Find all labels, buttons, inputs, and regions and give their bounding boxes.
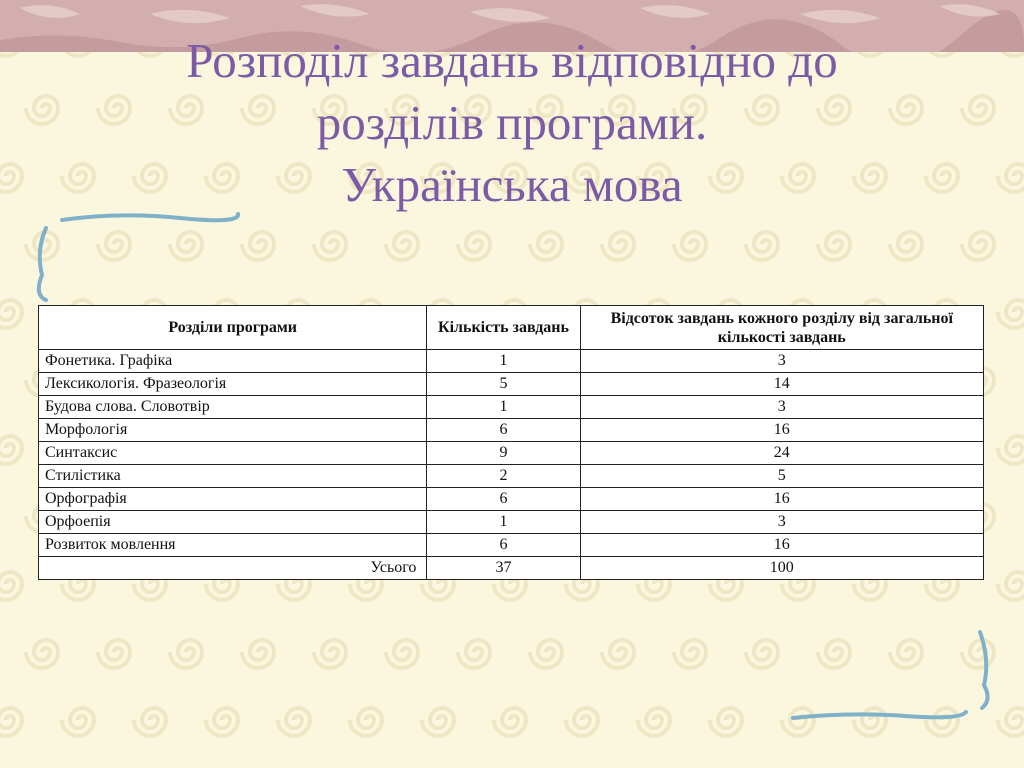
cell-section: Лексикологія. Фразеологія (39, 373, 427, 396)
cell-percent: 14 (580, 373, 983, 396)
cell-section: Морфологія (39, 419, 427, 442)
cell-count: 6 (427, 534, 580, 557)
table-row (39, 373, 984, 396)
cell-percent: 16 (580, 534, 983, 557)
cell-section: Орфоепія (39, 511, 427, 534)
total-label: Усього (39, 557, 427, 580)
cell-section: Орфографія (39, 488, 427, 511)
cell-count: 6 (427, 419, 580, 442)
header-section: Розділи програми (39, 306, 427, 350)
title-line-2: розділів програми. (316, 95, 708, 150)
cell-section: Будова слова. Словотвір (39, 396, 427, 419)
cell-section: Стилістика (39, 465, 427, 488)
cell-percent: 5 (580, 465, 983, 488)
table-total-row (39, 557, 984, 580)
table-row (39, 419, 984, 442)
cell-percent: 3 (580, 511, 983, 534)
table-row (39, 442, 984, 465)
table-row (39, 511, 984, 534)
title-line-1: Розподіл завдань відповідно до (186, 33, 838, 88)
cell-section: Синтаксис (39, 442, 427, 465)
cell-count: 2 (427, 465, 580, 488)
total-count: 37 (427, 557, 580, 580)
cell-section: Розвиток мовлення (39, 534, 427, 557)
slide-title (0, 30, 1024, 216)
table-row (39, 534, 984, 557)
cell-count: 1 (427, 511, 580, 534)
table-row (39, 488, 984, 511)
title-line-3: Українська мова (341, 157, 683, 212)
cell-count: 5 (427, 373, 580, 396)
cell-count: 1 (427, 396, 580, 419)
cell-count: 9 (427, 442, 580, 465)
table-row (39, 350, 984, 373)
cell-percent: 3 (580, 396, 983, 419)
cell-percent: 3 (580, 350, 983, 373)
header-count: Кількість завдань (427, 306, 580, 350)
cell-section: Фонетика. Графіка (39, 350, 427, 373)
total-percent: 100 (580, 557, 983, 580)
cell-count: 6 (427, 488, 580, 511)
cell-percent: 16 (580, 488, 983, 511)
table-header-row (39, 306, 984, 350)
cell-count: 1 (427, 350, 580, 373)
cell-percent: 24 (580, 442, 983, 465)
header-percent: Відсоток завдань кожного розділу від загальної кількості завдань (580, 306, 983, 350)
cell-percent: 16 (580, 419, 983, 442)
task-distribution-table (38, 305, 984, 580)
table-row (39, 396, 984, 419)
table-row (39, 465, 984, 488)
